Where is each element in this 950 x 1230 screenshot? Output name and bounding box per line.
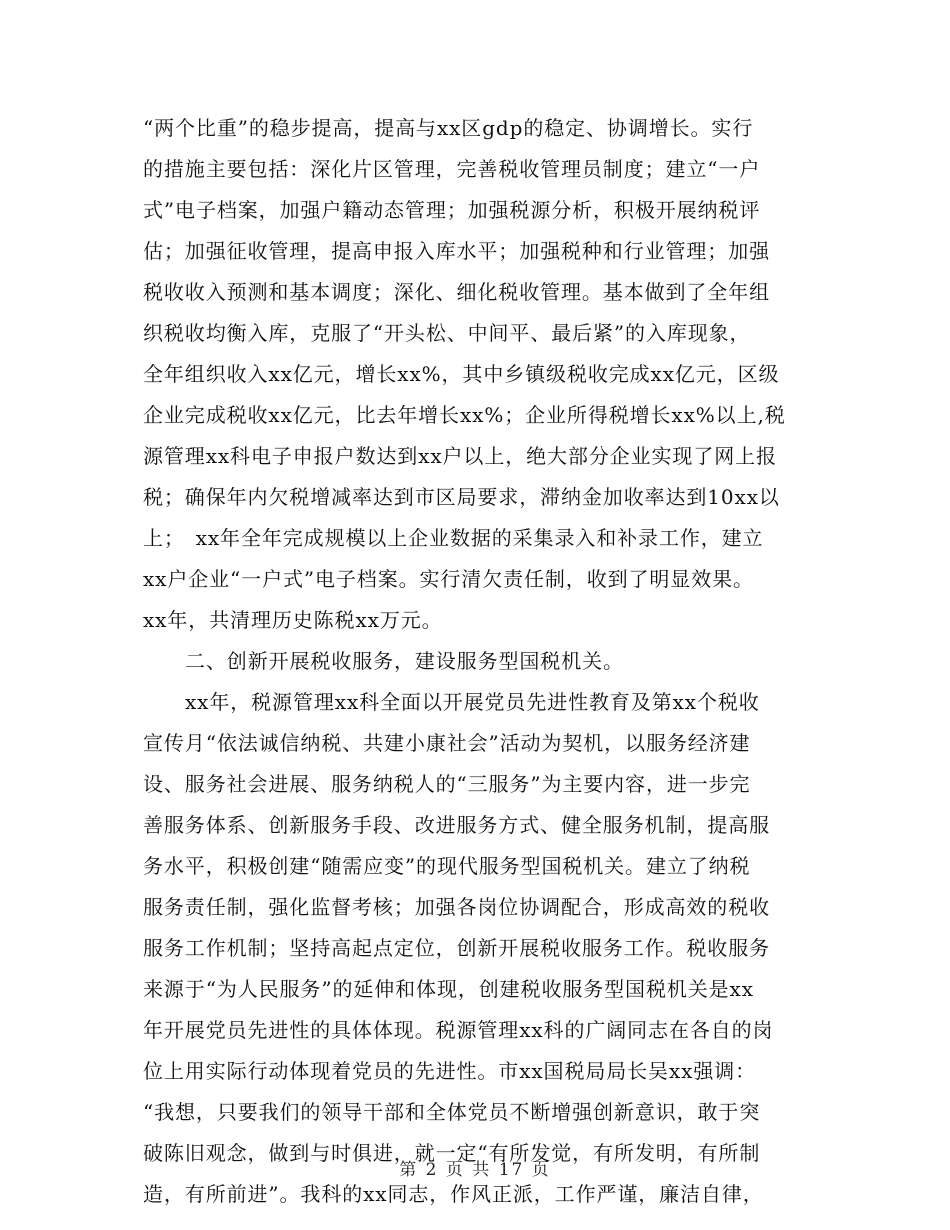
text-line: 服务工作机制；坚持高起点定位，创新开展税收服务工作。税收服务 [143,936,770,960]
text-line: 善服务体系、创新服务手段、改进服务方式、健全服务机制，提高服 [143,813,770,837]
text-line: 全年组织收入xx亿元，增长xx%，其中乡镇级税收完成xx亿元，区级 [143,362,780,386]
text-line: 破陈旧观念，做到与时俱进，就一定“有所发觉，有所发明，有所制 [143,1141,761,1165]
text-line: “两个比重”的稳步提高，提高与xx区gdp的稳定、协调增长。实行 [143,116,754,140]
text-line: 税收收入预测和基本调度；深化、细化税收管理。基本做到了全年组 [143,280,770,304]
body-text [143,108,823,1215]
text-line: “我想，只要我们的领导干部和全体党员不断增强创新意识，敢于突 [143,1100,761,1124]
text-line: 企业完成税收xx亿元，比去年增长xx%；企业所得税增长xx%以上,税 [143,403,786,427]
text-line: 的措施主要包括：深化片区管理，完善税收管理员制度；建立“一户 [143,157,761,181]
text-line: 上； xx年全年完成规模以上企业数据的采集录入和补录工作，建立 [143,526,764,550]
text-line: 源管理xx科电子申报户数达到xx户以上，绝大部分企业实现了网上报 [143,444,777,468]
page-footer: 第 2 页 共 17 页 [399,1160,551,1180]
text-line: 造，有所前进”。我科的xx同志，作风正派，工作严谨，廉洁自律， [143,1182,764,1206]
text-line: xx年，税源管理xx科全面以开展党员先进性教育及第xx个税收 [185,690,760,714]
text-line: xx年，共清理历史陈税xx万元。 [143,608,443,632]
section-heading: 二、创新开展税收服务，建设服务型国税机关。 [185,649,624,673]
text-line: 式”电子档案，加强户籍动态管理；加强税源分析，积极开展纳税评 [143,198,761,222]
text-line: 位上用实际行动体现着党员的先进性。市xx国税局局长吴xx强调： [143,1059,757,1083]
text-line: 务水平，积极创建“随需应变”的现代服务型国税机关。建立了纳税 [143,854,751,878]
text-line: 年开展党员先进性的具体体现。税源管理xx科的广阔同志在各自的岗 [143,1018,774,1042]
text-line: 税；确保年内欠税增减率达到市区局要求，滞纳金加收率达到10xx以 [143,485,780,509]
text-line: xx户企业“一户式”电子档案。实行清欠责任制，收到了明显效果。 [143,567,754,591]
text-line: 设、服务社会进展、服务纳税人的“三服务”为主要内容，进一步完 [143,772,751,796]
text-line: 估；加强征收管理，提高申报入库水平；加强税种和行业管理；加强 [143,239,770,263]
text-line: 服务责任制，强化监督考核；加强各岗位协调配合，形成高效的税收 [143,895,770,919]
text-line: 织税收均衡入库，克服了“开头松、中间平、最后紧”的入库现象， [143,321,751,345]
text-line: 来源于“为人民服务”的延伸和体现，创建税收服务型国税机关是xx [143,977,754,1001]
text-line: 宣传月“依法诚信纳税、共建小康社会”活动为契机，以服务经济建 [143,731,751,755]
